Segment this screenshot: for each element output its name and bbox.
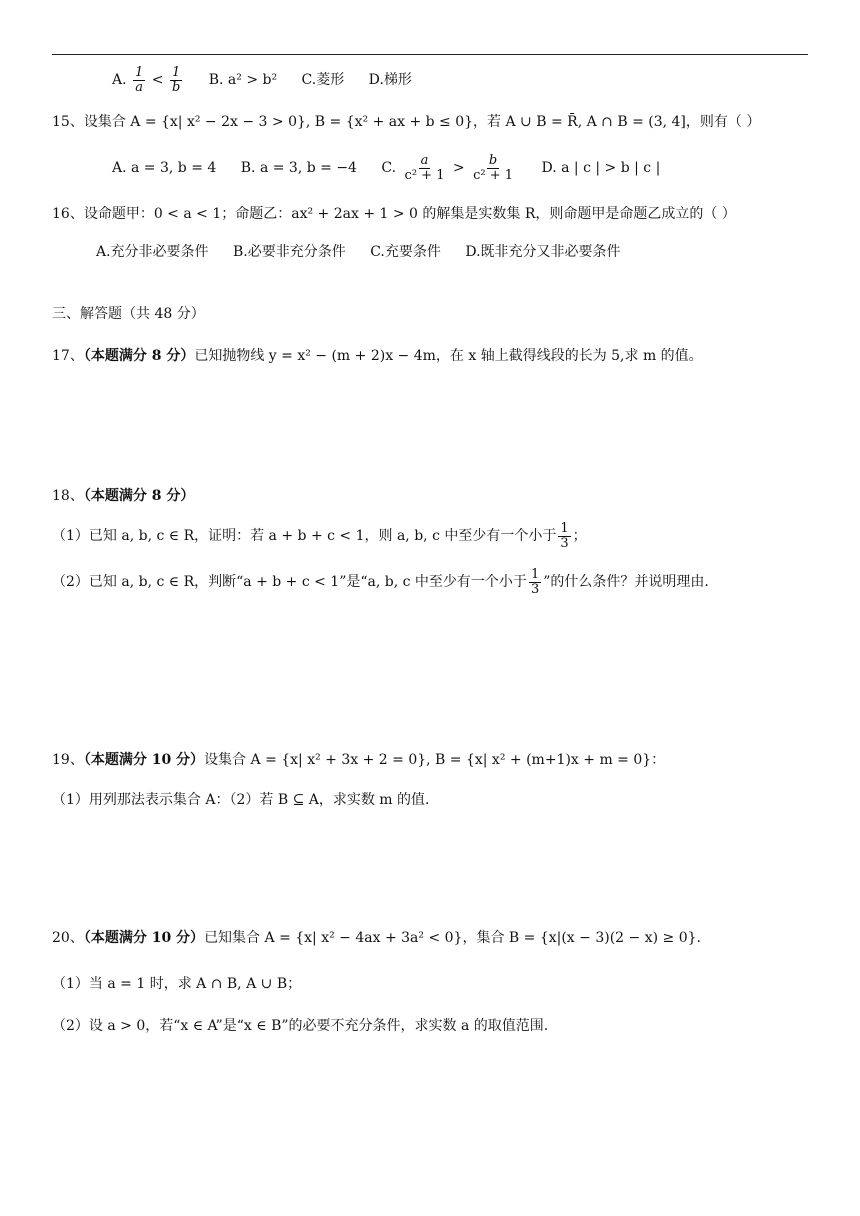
q17 [52, 346, 703, 366]
q16-option-b: B.必要非充分条件 [233, 244, 346, 260]
q17-score: （本题满分 8 分） [83, 348, 195, 364]
q14-fraction-2: $\frac{1}{b}$ [171, 65, 181, 95]
q19-text: 设集合 A = {x| x² + 3x + 2 = 0}, B = {x| x² + (m+1)x + m = 0}： [204, 752, 666, 768]
q20-text: 已知集合 A = {x| x² − 4ax + 3a² < 0}，集合 B = {x|(x − 3)(2 − x) ≥ 0}. [204, 930, 701, 946]
q17-text: 已知抛物线 y = x² − (m + 2)x − 4m，在 x 轴上截得线段的长为 5,求 m 的值。 [194, 348, 703, 364]
header-rule [52, 54, 808, 55]
q15-fraction-2: $\frac{b}{\text{c² + 1}}$ [473, 153, 514, 183]
q15-stem: 15、设集合 A = {x| x² − 2x − 3 > 0}, B = {x² + ax + b ≤ 0}，若 A ∪ B = R̄, A ∩ B = (3, 4]，则有（ ） [52, 114, 761, 130]
q20-part1: （1）当 a = 1 时，求 A ∩ B, A ∪ B； [52, 976, 302, 992]
q19-number: 19、 [52, 752, 84, 768]
q18-heading [52, 486, 194, 506]
q20-score: （本题满分 10 分） [83, 930, 205, 946]
q16-option-d: D.既非充分又非必要条件 [465, 244, 621, 260]
q14-fraction-1: $\frac{1}{a}$ [135, 65, 144, 95]
q17-number: 17、 [52, 348, 84, 364]
q19 [52, 750, 665, 770]
q18-score: （本题满分 8 分） [83, 488, 195, 504]
q16-option-c: C.充要条件 [370, 244, 441, 260]
section-heading: 三、解答题（共 48 分） [52, 306, 205, 322]
q15-fraction-1: $\frac{a}{\text{c² + 1}}$ [404, 153, 445, 183]
q14-option-b: B. a² > b² [208, 72, 278, 89]
q15-option-a: A. a = 3, b = 4 [112, 160, 217, 177]
q16-options [96, 242, 621, 262]
q20-number: 20、 [52, 930, 84, 946]
q20 [52, 928, 701, 948]
q18-part1: （1）已知 a, b, c ∈ R，证明：若 a + b + c < 1，则 a, b, c 中至少有一个小于 $\frac{1}{3}$ ； [52, 521, 587, 551]
q15-option-d: D. a | c | > b | c | [541, 160, 661, 177]
q15-option-b: B. a = 3, b = −4 [240, 160, 357, 177]
q16-stem: 16、设命题甲：0 < a < 1；命题乙：ax² + 2ax + 1 > 0 的解集是实数集 R，则命题甲是命题乙成立的（ ） [52, 206, 736, 222]
q16-option-a: A.充分非必要条件 [96, 244, 209, 260]
q15-option-c: C. $\frac{a}{\text{c² + 1}}$ > $\frac{b}{\text{c² + 1}}$ [381, 153, 514, 183]
q20-part2: （2）设 a > 0，若“x ∈ A”是“x ∈ B”的必要不充分条件，求实数 a 的取值范围. [52, 1018, 549, 1034]
q15-options [112, 154, 660, 182]
q14-option-d: D.梯形 [368, 72, 412, 89]
q18-part2-fraction: $\frac{1}{3}$ [530, 567, 540, 597]
q18-part1-fraction: $\frac{1}{3}$ [560, 521, 569, 551]
q19-part1: （1）用列那法表示集合 A：（2）若 B ⊆ A，求实数 m 的值. [52, 792, 430, 808]
q14-option-a: A. $\frac{1}{a}$ < $\frac{1}{b}$ [112, 65, 181, 95]
q14-options [112, 66, 412, 94]
q18-part2: （2）已知 a, b, c ∈ R，判断“a + b + c < 1”是“a, b, c 中至少有一个小于 $\frac{1}{3}$ ”的什么条件？并说明理由. [52, 567, 709, 597]
q18-number: 18、 [52, 488, 84, 504]
q19-score: （本题满分 10 分） [83, 752, 205, 768]
q14-option-c: C.菱形 [301, 72, 345, 89]
